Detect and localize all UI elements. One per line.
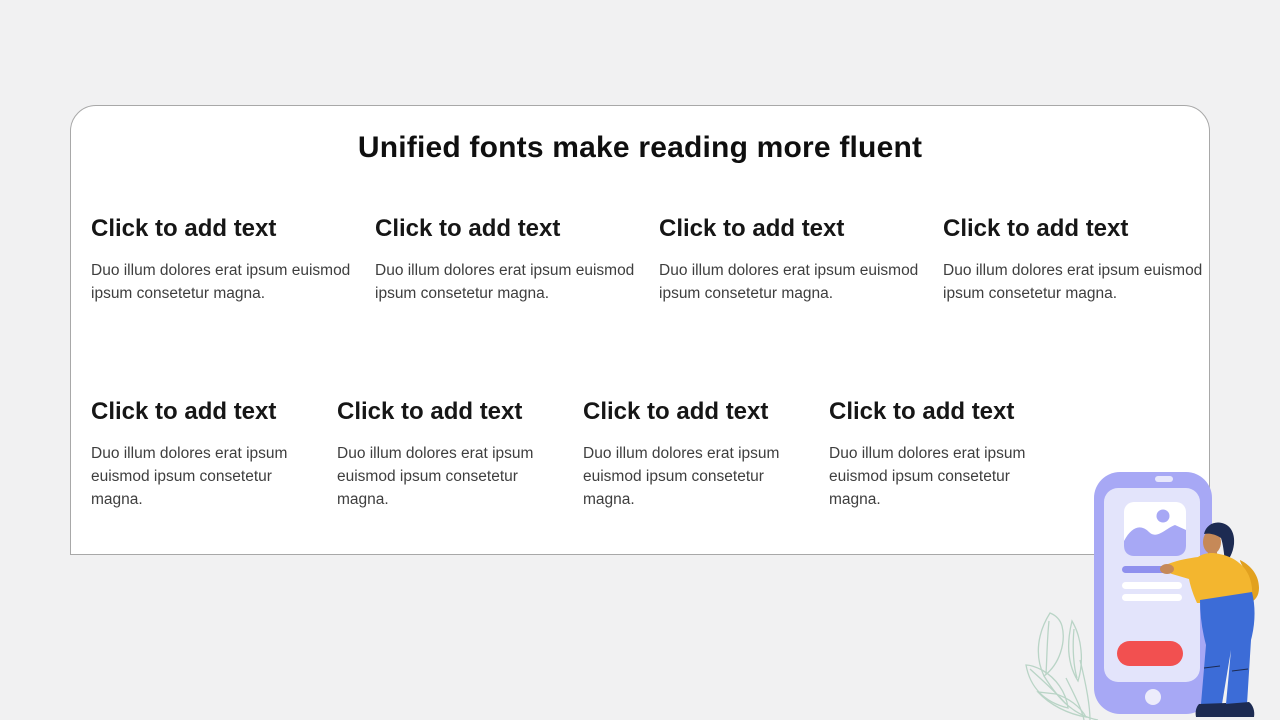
column-heading[interactable]: Click to add text: [91, 398, 277, 425]
text-line: [1122, 594, 1182, 601]
person-shoe-front: [1196, 703, 1227, 717]
text-column-1-2: [375, 214, 635, 305]
column-heading[interactable]: Click to add text: [659, 215, 845, 242]
column-body[interactable]: Duo illum dolores erat ipsum euismod ipsum consetetur magna.: [91, 262, 351, 302]
person-shoe-back: [1224, 702, 1254, 717]
text-column-2-3: [583, 397, 798, 511]
text-column-1-3: [659, 214, 919, 305]
person-jeans: [1200, 592, 1255, 704]
column-heading[interactable]: Click to add text: [375, 215, 561, 242]
column-body[interactable]: Duo illum dolores erat ipsum euismod ipsum consetetur magna.: [943, 262, 1203, 302]
phone-speaker: [1155, 476, 1173, 482]
leaf-icon: [1026, 613, 1098, 720]
image-placeholder-icon: [1124, 502, 1186, 556]
text-column-1-4: [943, 214, 1203, 305]
column-body[interactable]: Duo illum dolores erat ipsum euismod ipsum consetetur magna.: [659, 262, 919, 302]
column-body[interactable]: Duo illum dolores erat ipsum euismod ipsum consetetur magna.: [829, 445, 1026, 508]
column-heading[interactable]: Click to add text: [829, 398, 1015, 425]
person-hand: [1160, 564, 1174, 574]
column-heading[interactable]: Click to add text: [91, 215, 277, 242]
phone-person-illustration: [1020, 440, 1280, 720]
text-column-2-2: [337, 397, 552, 511]
text-line: [1122, 582, 1182, 589]
column-body[interactable]: Duo illum dolores erat ipsum euismod ipsum consetetur magna.: [337, 445, 534, 508]
column-body[interactable]: Duo illum dolores erat ipsum euismod ipsum consetetur magna.: [91, 445, 288, 508]
text-columns-row-2: [91, 397, 1044, 511]
column-body[interactable]: Duo illum dolores erat ipsum euismod ipsum consetetur magna.: [375, 262, 635, 302]
column-heading[interactable]: Click to add text: [583, 398, 769, 425]
text-column-1-1: [91, 214, 351, 305]
home-button-dot: [1145, 689, 1161, 705]
text-column-2-4: [829, 397, 1044, 511]
slide-title[interactable]: Unified fonts make reading more fluent: [357, 131, 923, 164]
column-heading[interactable]: Click to add text: [337, 398, 523, 425]
cta-button: [1117, 641, 1183, 666]
column-body[interactable]: Duo illum dolores erat ipsum euismod ipsum consetetur magna.: [583, 445, 780, 508]
text-column-2-1: [91, 397, 306, 511]
text-columns-row-1: [91, 214, 1203, 305]
column-heading[interactable]: Click to add text: [943, 215, 1129, 242]
